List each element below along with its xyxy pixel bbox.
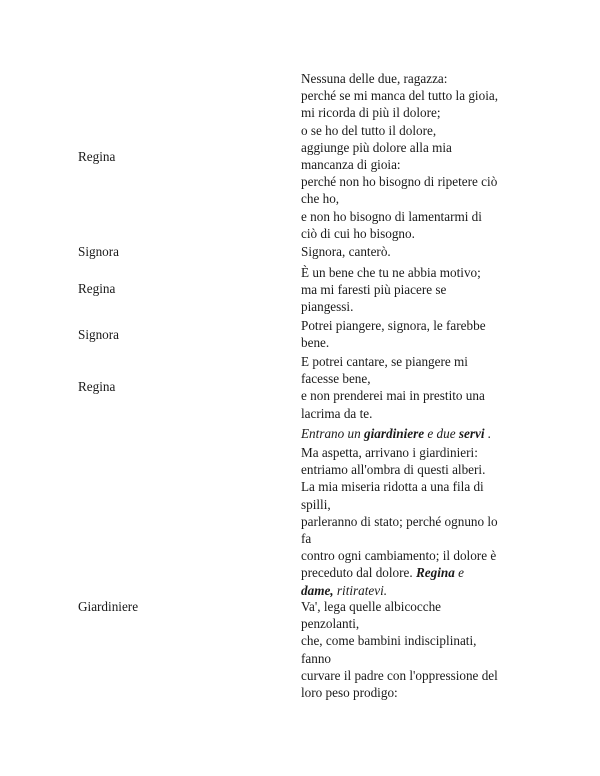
stage-character: dame, [301,582,334,598]
dialogue-line: e non ho bisogno di lamentarmi di [301,208,482,224]
dialogue-line: lacrima da te. [301,405,373,421]
dialogue-line: È un bene che tu ne abbia motivo; [301,265,481,280]
dialogue-line: perché se mi manca del tutto la gioia, [301,88,499,104]
dialogue-line: piangessi. [301,299,354,315]
dialogue-text-fragment: preceduto dal dolore. [301,565,416,581]
dialogue-line: bene. [301,335,330,351]
dialogue-line: Va', lega quelle albicocche [301,599,442,614]
dialogue-line: parleranno di stato; perché ognuno lo [301,513,498,529]
speaker-name: Regina [78,281,116,296]
dialogue-line: curvare il padre con l'oppressione del [301,667,498,683]
stage-character: Regina [415,565,455,581]
dialogue-text [301,353,533,422]
dialogue-line: che ho, [301,191,340,207]
dialogue-line: mi ricorda di più il dolore; [301,105,441,121]
dialogue-line: Signora, canterò. [301,244,391,259]
dialogue-text [301,598,533,701]
stage-text: e [454,565,464,581]
dialogue-line-mixed [301,564,533,581]
dialogue-line: penzolanti, [301,616,360,632]
dialogue-line: Potrei piangere, signora, le farebbe [301,318,486,333]
dialogue-text [301,264,533,316]
stage-character: giardiniere [364,426,425,441]
dialogue-line: e non prenderei mai in prestito una [301,388,485,404]
speaker-name: Regina [78,149,116,164]
dialogue-line: perché non ho bisogno di ripetere ciò [301,174,498,190]
stage-text: Entrano un [301,426,365,441]
dialogue-line: fa [301,531,312,547]
speaker-name: Giardiniere [78,599,139,614]
dialogue-line: contro ogni cambiamento; il dolore è [301,548,497,564]
speaker-name: Signora [78,327,120,342]
dialogue-line-mixed [301,582,533,599]
dialogue-line: E potrei cantare, se piangere mi [301,354,468,369]
dialogue-text [301,317,533,351]
dialogue-line: o se ho del tutto il dolore, [301,122,437,138]
stage-text: ritiratevi. [333,582,388,598]
speaker-name: Signora [78,244,120,259]
dialogue-line: loro peso prodigo: [301,685,398,701]
dialogue-line: La mia miseria ridotta a una fila di [301,479,484,495]
stage-direction-line [301,425,533,442]
stage-text: e due [424,426,459,441]
stage-direction [301,425,533,442]
dialogue-line: ciò di cui ho bisogno. [301,225,415,241]
stage-text: . [484,426,492,441]
dialogue-line: fanno [301,650,332,666]
dialogue-line: Ma aspetta, arrivano i giardinieri: [301,445,478,460]
dialogue-line: spilli, [301,496,331,512]
speaker-name: Regina [78,379,116,394]
dialogue-line: che, come bambini indisciplinati, [301,633,477,649]
dialogue-line: ma mi faresti più piacere se [301,282,447,298]
dialogue-line: aggiunge più dolore alla mia [301,139,452,155]
dialogue-text [301,444,533,599]
dialogue-line: facesse bene, [301,371,371,387]
dialogue-line: Nessuna delle due, ragazza: [301,71,448,86]
dialogue-text [301,243,533,260]
dialogue-line: mancanza di gioia: [301,157,401,173]
stage-character: servi [458,426,485,441]
dialogue-line: entriamo all'ombra di questi alberi. [301,462,486,478]
dialogue-text [301,70,533,242]
